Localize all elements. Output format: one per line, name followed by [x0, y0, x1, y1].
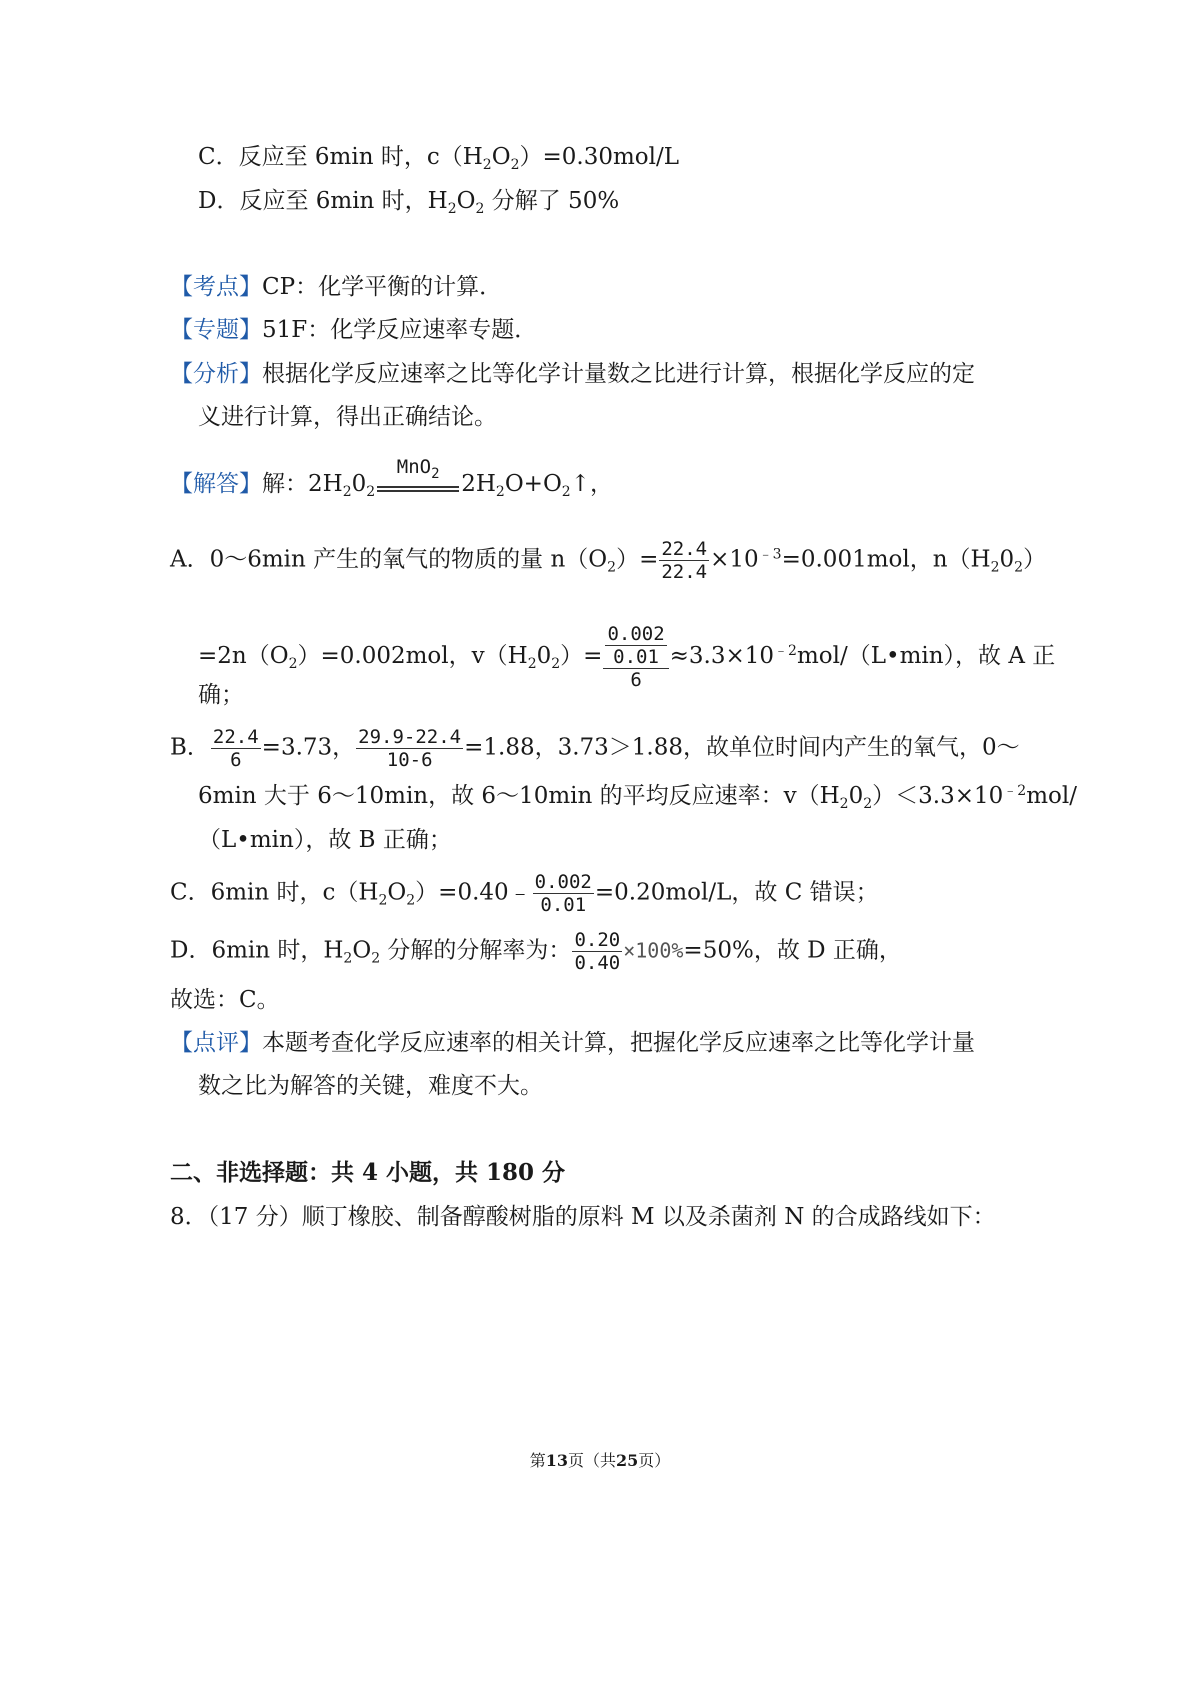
jieda-line: 【解答】解：$2H_20_2$ MnO$_2$ $2H_2O+O_2↑$，: [170, 456, 613, 500]
dianping-tag: 【点评】: [170, 1030, 262, 1056]
jieda-tag: 【解答】: [170, 471, 262, 497]
reaction-arrow: MnO$_2$: [377, 470, 459, 500]
solution-a: A．0～6min 产生的氧气的物质的量 $n(O_2)=$ $\frac{22.4}{22.4}$ $\times 10^{﹣3}=0.001mol$，$n(H_20_2)$: [170, 538, 1047, 583]
solution-a-2: $=2n(O_2)=0.002mol$，$v(H_20_2)=$ $\frac{\frac{0.002}{0.01}}{6}$ $\approx 3.3\times 10^{﹣2}mol/(L•\min)$，故 A 正: [198, 623, 1056, 691]
solution-a-3: 确；: [198, 682, 244, 708]
fenxi-line: 【分析】根据化学反应速率之比等化学计量数之比进行计算，根据化学反应的定: [170, 361, 975, 387]
dianping-line: 【点评】本题考查化学反应速率的相关计算，把握化学反应速率之比等化学计量: [170, 1030, 975, 1056]
solution-c: C．6min 时，$c(H_2O_2)=0.40﹣$ $\frac{0.002}{0.01}$ =0.20mol/L，故 C 错误；: [170, 871, 879, 916]
fraction-b2: $\frac{29.9-22.4}{10-6}$: [358, 726, 462, 771]
solution-b: B． $\frac{22.4}{6}$ =3.73， $\frac{29.9-22.4}{10-6}$ =1.88，3.73＞1.88，故单位时间内产生的氧气，0～: [170, 726, 1020, 771]
question-8: 8．（17 分）顺丁橡胶、制备醇酸树脂的原料 M 以及杀菌剂 N 的合成路线如下：: [170, 1204, 996, 1230]
fenxi-line-2: 义进行计算，得出正确结论。: [198, 404, 497, 430]
fraction-rate: $\frac{\frac{0.002}{0.01}}{6}$: [603, 623, 668, 691]
dianping-line-2: 数之比为解答的关键，难度不大。: [198, 1073, 543, 1099]
fraction-a: $\frac{22.4}{22.4}$: [661, 538, 708, 583]
section-heading: 二、非选择题：共 4 小题，共 180 分: [170, 1159, 566, 1186]
fenxi-tag: 【分析】: [170, 361, 262, 387]
page-footer: 第13页（共25页）: [529, 1451, 671, 1470]
fraction-b1: $\frac{22.4}{6}$: [212, 726, 259, 771]
zhuanti-tag: 【专题】: [170, 317, 262, 343]
kaodian-tag: 【考点】: [170, 274, 262, 300]
kaodian-line: 【考点】CP：化学平衡的计算．: [170, 274, 503, 300]
solution-d: D．6min 时，$H_2O_2$ 分解的分解率为： $\frac{0.20}{0.40}$ ×100%=50%，故 D 正确，: [170, 929, 902, 974]
zhuanti-line: 【专题】51F：化学反应速率专题．: [170, 317, 538, 343]
fraction-c: $\frac{0.002}{0.01}$: [534, 871, 592, 916]
solution-b-3: （L•min），故 B 正确；: [198, 827, 452, 853]
fraction-d: $\frac{0.20}{0.40}$: [574, 929, 621, 974]
answer-line: 故选：C。: [170, 987, 280, 1013]
solution-b-2: 6min 大于 6～10min，故 6～10min 的平均反应速率：$v(H_20_2)<3.3\times 10^{﹣2}mol/$: [198, 783, 1077, 812]
option-c: C．反应至 6min 时，$c(H_2O_2)=0.30mol/L$: [198, 144, 680, 173]
option-d: D．反应至 6min 时，$H_2O_2$ 分解了 50%: [198, 188, 620, 217]
